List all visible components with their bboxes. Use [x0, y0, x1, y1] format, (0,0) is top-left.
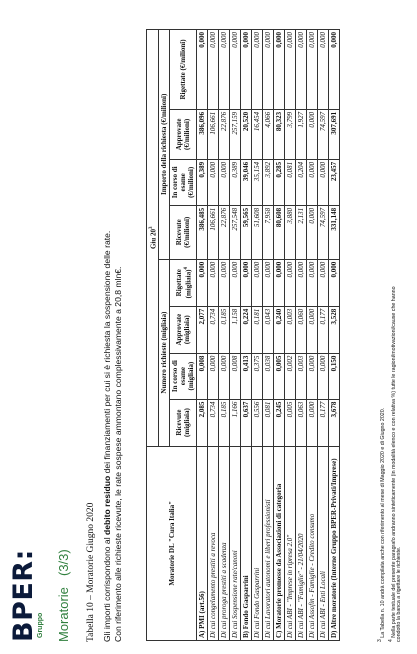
sub-header: Approvate (€/milioni) — [170, 109, 197, 159]
table-row — [318, 30, 329, 641]
cell-value: 2,085 — [197, 399, 208, 446]
cell-value: 106,661 — [208, 109, 219, 159]
cell-value: 0,000 — [208, 353, 219, 399]
row-label: Di cui ABI - Enti Locali — [318, 446, 329, 640]
cell-value: 0,181 — [252, 306, 263, 353]
cell-value: 80,608 — [274, 205, 285, 259]
moratorie-table — [146, 29, 340, 641]
table-row — [263, 30, 274, 641]
table-body — [197, 30, 340, 641]
cell-value: 0,000 — [230, 259, 241, 306]
cell-value: 0,000 — [252, 30, 263, 110]
cell-value: 4,066 — [263, 109, 274, 159]
cell-value: 0,000 — [274, 30, 285, 110]
cell-value: 386,485 — [197, 205, 208, 259]
cell-value: 0,000 — [307, 259, 318, 306]
cell-value: 0,081 — [263, 399, 274, 446]
cell-value: 0,000 — [329, 259, 340, 306]
row-label: Di cui Fondo Gasparrini — [252, 446, 263, 640]
sub-header: In corso di esame (€/milioni) — [170, 159, 197, 205]
cell-value: 0,204 — [296, 159, 307, 205]
table-row — [329, 30, 340, 641]
cell-value: 0,000 — [274, 259, 285, 306]
cell-value: 0,008 — [230, 353, 241, 399]
cell-value: 0,375 — [252, 353, 263, 399]
cell-value: 257,548 — [230, 205, 241, 259]
cell-value: 1,158 — [230, 306, 241, 353]
cell-value: 0,000 — [285, 259, 296, 306]
cell-value: 0,005 — [285, 399, 296, 446]
cell-value: 0,002 — [285, 353, 296, 399]
cell-value: 1,927 — [296, 109, 307, 159]
cell-value: 0,000 — [230, 30, 241, 110]
table-row — [208, 30, 219, 641]
row-label: D) Altre moratorie (Interne Gruppo BPER-Privati/Imprese) — [329, 446, 340, 640]
cell-value: 0,003 — [296, 353, 307, 399]
cell-value: 0,185 — [219, 399, 230, 446]
cell-value: 0,038 — [263, 353, 274, 399]
footnote-3 — [377, 408, 386, 642]
cell-value: 0,000 — [285, 30, 296, 110]
cell-value: 20,520 — [241, 109, 252, 159]
cell-value: 35,154 — [252, 159, 263, 205]
cell-value: 0,000 — [307, 30, 318, 110]
cell-value: 0,413 — [241, 353, 252, 399]
cell-value: 0,081 — [285, 159, 296, 205]
row-label: Di cui proroga prestiti a scadenza — [219, 446, 230, 640]
sub-header: Approvate (migliaia) — [170, 306, 197, 353]
cell-value: 0,556 — [252, 399, 263, 446]
logo-text: BPER: — [8, 549, 39, 642]
cell-value: 0,000 — [307, 205, 318, 259]
cell-value: 3,892 — [263, 159, 274, 205]
sub-header: Ricevute (€/milioni) — [170, 205, 197, 259]
footnote-3-marker: 3 — [377, 639, 383, 642]
row-label: Di cui Sospensione rate/canoni — [230, 446, 241, 640]
table-row — [274, 30, 285, 641]
row-label: Di cui congelamento prestiti a revoca — [208, 446, 219, 640]
cell-value: 0,000 — [241, 259, 252, 306]
group-header-importo: Importo della richiesta (€/milioni) — [159, 30, 170, 260]
cell-value: 2,077 — [197, 306, 208, 353]
cell-value: 307,691 — [329, 109, 340, 159]
cell-value: 0,000 — [197, 259, 208, 306]
intro-line-1-bold: debito residuo — [102, 475, 112, 535]
cell-value: 0,003 — [285, 306, 296, 353]
sub-header: Rigettate (€/milioni) — [170, 30, 197, 110]
cell-value: 0,000 — [219, 159, 230, 205]
cell-value: 0,000 — [219, 259, 230, 306]
cell-value: 1,166 — [230, 399, 241, 446]
cell-value: 0,000 — [318, 30, 329, 110]
row-label: Di cui ABI - "Famiglie" - 21/04/2020 — [296, 446, 307, 640]
cell-value: 74,597 — [318, 109, 329, 159]
cell-value: 0,000 — [296, 30, 307, 110]
cell-value: 0,005 — [274, 353, 285, 399]
cell-value: 0,000 — [307, 399, 318, 446]
page-title: Moratorie — [56, 587, 71, 642]
cell-value: 0,000 — [296, 259, 307, 306]
cell-value: 0,389 — [197, 159, 208, 205]
rigettate-footnote-ref: 4 — [183, 267, 189, 270]
page-indicator: (3/3) — [56, 549, 71, 576]
cell-value: 74,597 — [318, 205, 329, 259]
header-row-period — [147, 30, 159, 641]
cell-value: 22,876 — [219, 205, 230, 259]
sub-header-text: Rigettate (migliaia) — [174, 269, 192, 299]
cell-value: 0,000 — [263, 259, 274, 306]
cell-value: 0,734 — [208, 306, 219, 353]
period-text: Giu 20 — [149, 229, 158, 250]
cell-value: 0,240 — [274, 306, 285, 353]
cell-value: 0,285 — [274, 159, 285, 205]
cell-value: 80,323 — [274, 109, 285, 159]
cell-value: 0,177 — [318, 306, 329, 353]
row-label: Di cui Assofin - Famiglie - Credito consumo — [307, 446, 318, 640]
footnote-4-text: Nella parte testuale del presente paragrafo andranno sinteticamente (in modalità elenco e con relativa %) tutte le ragioni/motivazioni/cause che hanno — [390, 286, 397, 638]
cell-value: 22,876 — [219, 109, 230, 159]
table-row — [197, 30, 208, 641]
period-header — [147, 30, 159, 447]
intro-line-1 — [102, 231, 112, 642]
cell-value: 0,000 — [197, 30, 208, 110]
brand-logo — [10, 549, 44, 642]
table-row — [230, 30, 241, 641]
cell-value: 0,000 — [208, 30, 219, 110]
sub-header — [170, 259, 197, 306]
cell-value: 0,000 — [329, 30, 340, 110]
cell-value: 3,528 — [329, 306, 340, 353]
cell-value: 59,565 — [241, 205, 252, 259]
col-label-header: Moratorie DL "Cura Italia" — [147, 446, 197, 640]
cell-value: 0,177 — [318, 399, 329, 446]
table-title: Tabella 10 – Moratorie Giugno 2020 — [86, 502, 96, 642]
cell-value: 2,131 — [296, 205, 307, 259]
sub-header: Ricevute (migliaia) — [170, 399, 197, 446]
intro-line-2: Con riferimento alle richieste ricevute, le rate sospese ammontano complessivamente a 20,8 mln€. — [113, 266, 123, 642]
cell-value: 386,096 — [197, 109, 208, 159]
row-label: A) PMI (art.56) — [197, 446, 208, 640]
cell-value: 23,457 — [329, 159, 340, 205]
row-label: Di cui Lavoratori autonomi e liberi professionisti — [263, 446, 274, 640]
row-label: Di cui ABI - "Imprese in ripresa 2.0" — [285, 446, 296, 640]
row-label: C) Moratorie promosse da Associazioni di categoria — [274, 446, 285, 640]
footnote-3-text: La Tabella n. 10 andrà compilata anche con riferimento al mese di Maggio 2020 e di Giugno 2020. — [379, 407, 386, 638]
cell-value: 16,454 — [252, 109, 263, 159]
table-row — [296, 30, 307, 641]
footnote-4-marker: 4 — [388, 639, 394, 642]
table-row — [241, 30, 252, 641]
table-row — [219, 30, 230, 641]
cell-value: 0,734 — [208, 399, 219, 446]
cell-value: 51,608 — [252, 205, 263, 259]
cell-value: 0,000 — [208, 159, 219, 205]
cell-value: 0,000 — [307, 159, 318, 205]
cell-value: 7,958 — [263, 205, 274, 259]
cell-value: 0,043 — [263, 306, 274, 353]
cell-value: 0,637 — [241, 399, 252, 446]
table-row — [252, 30, 263, 641]
sub-header: In corso di esame (migliaia) — [170, 353, 197, 399]
cell-value: 0,185 — [219, 306, 230, 353]
row-label: B) Fondo Gasparrini — [241, 446, 252, 640]
cell-value: 0,000 — [318, 259, 329, 306]
cell-value: 0,000 — [307, 353, 318, 399]
table-row — [307, 30, 318, 641]
cell-value: 0,000 — [263, 30, 274, 110]
group-header-numero: Numero richieste (migliaia) — [159, 259, 170, 446]
cell-value: 0,000 — [241, 30, 252, 110]
cell-value: 0,000 — [219, 353, 230, 399]
cell-value: 39,046 — [241, 159, 252, 205]
cell-value: 106,661 — [208, 205, 219, 259]
cell-value: 0,008 — [197, 353, 208, 399]
cell-value: 331,148 — [329, 205, 340, 259]
cell-value: 0,000 — [318, 353, 329, 399]
cell-value: 0,224 — [241, 306, 252, 353]
cell-value: 0,060 — [296, 306, 307, 353]
cell-value: 0,000 — [307, 109, 318, 159]
cell-value: 3,678 — [329, 399, 340, 446]
cell-value: 0,389 — [230, 159, 241, 205]
cell-value: 0,000 — [208, 259, 219, 306]
cell-value: 0,000 — [318, 159, 329, 205]
cell-value: 0,000 — [252, 259, 263, 306]
cell-value: 3,799 — [285, 109, 296, 159]
cell-value: 0,245 — [274, 399, 285, 446]
cell-value: 0,000 — [219, 30, 230, 110]
cell-value: 257,159 — [230, 109, 241, 159]
period-footnote-ref: 3 — [149, 226, 154, 229]
cell-value: 0,063 — [296, 399, 307, 446]
cell-value: 0,150 — [329, 353, 340, 399]
table-row — [285, 30, 296, 641]
footnote-4-cont: condotto la banca a rigettare le richieste. — [396, 546, 402, 642]
logo-subtitle: Gruppo — [37, 612, 44, 638]
intro-line-1-post: dei finanziamenti per cui si è richiesta la sospensione delle rate. — [102, 230, 112, 476]
intro-line-1-pre: Gli importi corrispondono al — [102, 535, 112, 642]
cell-value: 3,880 — [285, 205, 296, 259]
cell-value: 0,000 — [307, 306, 318, 353]
